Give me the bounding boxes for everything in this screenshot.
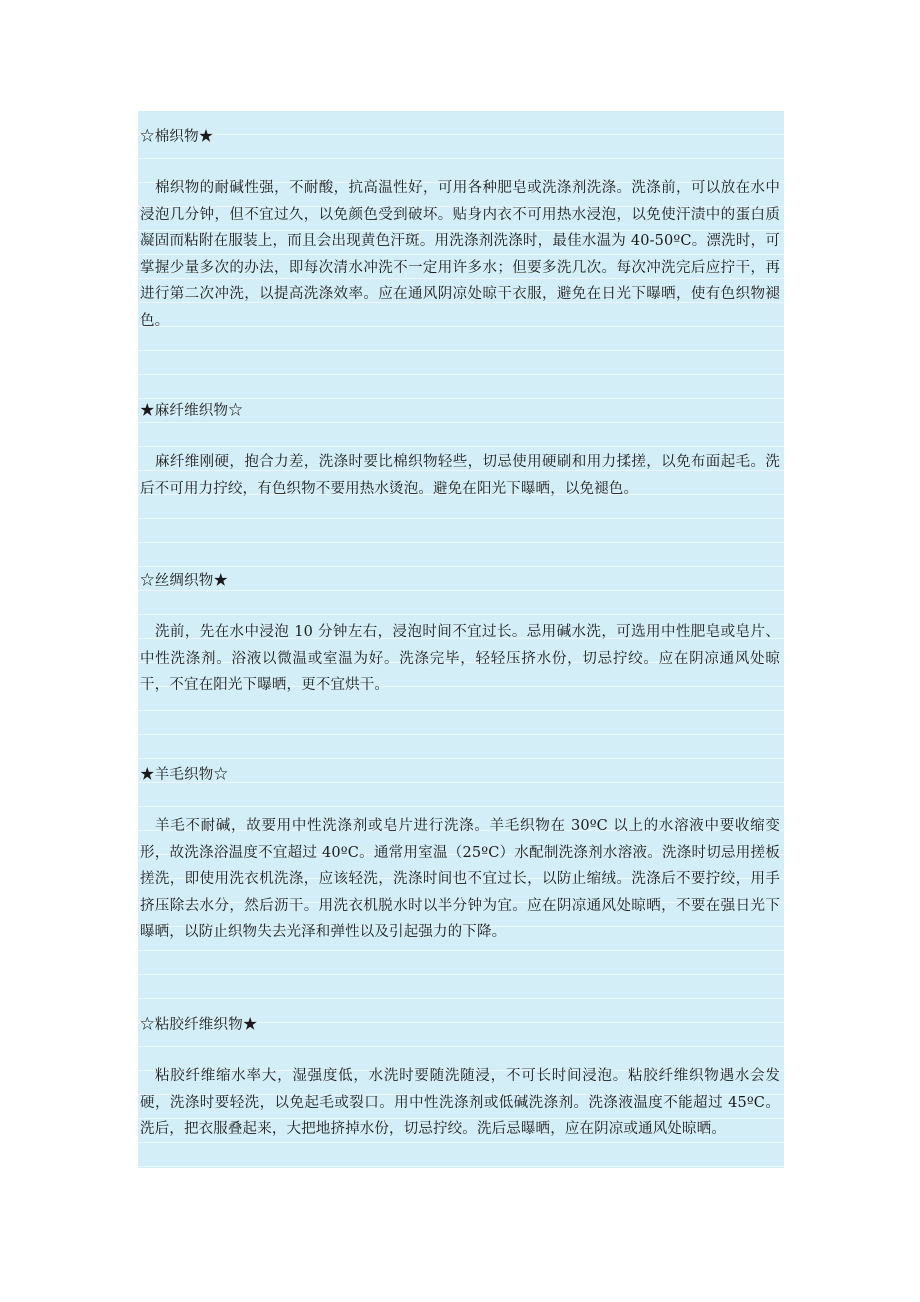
section-heading: ☆丝绸织物★: [140, 573, 229, 589]
section-body: 棉织物的耐碱性强，不耐酸，抗高温性好，可用各种肥皂或洗涤剂洗涤。洗涤前，可以放在水中浸泡几分钟，但不宜过久，以免颜色受到破坏。贴身内衣不可用热水浸泡，以免使汗渍中的蛋白质凝固而粘附在服装上，而且会出现黄色汗斑。用洗涤剂洗涤时，最佳水温为 40-50ºC。漂洗时，可掌握少量多次的办法，即每次清水冲洗不一定用许多水；但要多洗几次。每次冲洗完后应拧干，再进行第二次冲洗，以提高洗涤效率。应在通风阴凉处晾干衣服，避免在日光下曝晒，使有色织物褪色。: [140, 180, 780, 329]
section-body: 麻纤维刚硬，抱合力差，洗涤时要比棉织物轻些，切忌使用硬刷和用力揉搓，以免布面起毛。洗后不可用力拧绞，有色织物不要用热水烫泡。避免在阳光下曝晒，以免褪色。: [140, 454, 780, 497]
section-linen: [140, 393, 782, 502]
section-heading: ★羊毛织物☆: [140, 767, 229, 783]
section-silk: [140, 563, 782, 699]
section-heading: ★麻纤维织物☆: [140, 403, 243, 419]
section-heading: ☆棉织物★: [140, 129, 214, 145]
section-body: 洗前，先在水中浸泡 10 分钟左右，浸泡时间不宜过长。忌用碱水洗，可选用中性肥皂或皂片、中性洗涤剂。浴液以微温或室温为好。洗涤完毕，轻轻压挤水份，切忌拧绞。应在阴凉通风处晾干，不宜在阳光下曝晒，更不宜烘干。: [140, 624, 780, 693]
section-body: 羊毛不耐碱，故要用中性洗涤剂或皂片进行洗涤。羊毛织物在 30ºC 以上的水溶液中要收缩变形，故洗涤浴温度不宜超过 40ºC。通常用室温（25ºC）水配制洗涤剂水溶液。洗涤时切忌用搓板搓洗，即使用洗衣机洗涤，应该轻洗，洗涤时间也不宜过长，以防止缩绒。洗涤后不要拧绞，用手挤压除去水分，然后沥干。用洗衣机脱水时以半分钟为宜。应在阴凉通风处晾晒，不要在强日光下曝晒，以防止织物失去光泽和弹性以及引起强力的下降。: [140, 818, 780, 940]
content-panel: [138, 111, 784, 1168]
section-wool: [140, 757, 782, 946]
section-heading: ☆粘胶纤维织物★: [140, 1017, 258, 1033]
section-body: 粘胶纤维缩水率大，湿强度低，水洗时要随洗随浸，不可长时间浸泡。粘胶纤维织物遇水会发硬，洗涤时要轻洗，以免起毛或裂口。用中性洗涤剂或低碱洗涤剂。洗涤液温度不能超过 45ºC。洗后，把衣服叠起来，大把地挤掉水份，切忌拧绞。洗后忌曝晒，应在阴凉或通风处晾晒。: [140, 1068, 780, 1137]
section-cotton: [140, 119, 782, 334]
section-viscose: [140, 1007, 782, 1143]
